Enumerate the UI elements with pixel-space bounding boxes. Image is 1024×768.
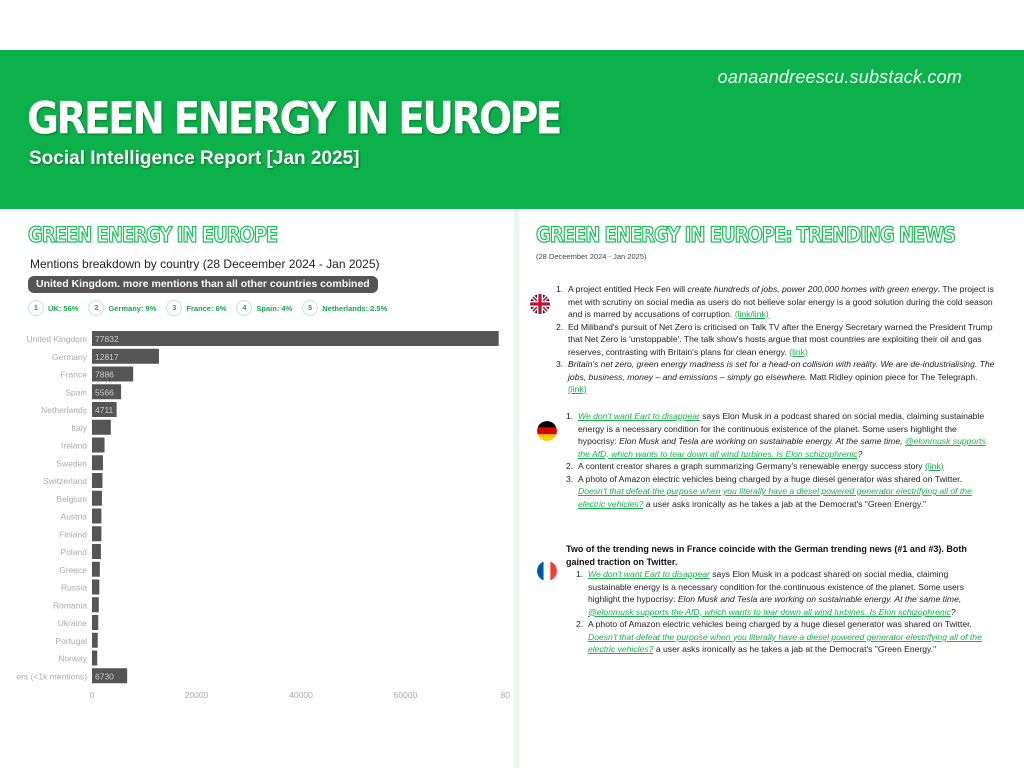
mentions-bar-chart xyxy=(0,328,514,698)
bar xyxy=(92,544,101,559)
bar xyxy=(92,597,99,612)
bar xyxy=(92,491,102,506)
x-tick-label: 20000 xyxy=(184,690,209,698)
category-label: Russia xyxy=(61,582,87,593)
list-item: 2. A content creator shares a graph summarizing Germany's renewable energy success story (link) xyxy=(566,461,944,471)
category-label: Sweden xyxy=(56,458,87,469)
list-item: 1. A project entitled Heck Fen will create hundreds of jobs, power 200,000 homes with green energy. The project is met with scrutiny on social media as users do not believe solar energy is a good solution during the cold season and is marred by accusations of corruption. (link/link) xyxy=(556,284,994,319)
category-label: Greece xyxy=(59,564,87,575)
germany-news-list xyxy=(566,410,991,510)
list-item: 1. We don't want Eart to disappear says Elon Musk in a podcast shared on social media, claiming sustainable energy is a necessary condition for the continuous existence of the planet. Some users highlight the hypocrisy: Elon Musk and Tesla are working on sustainable energy. At the same time, @elonmusk supports the AfD, which wants to tear down all wind turbines. Is Elon schizophrenic? xyxy=(566,411,986,459)
bar-value-label: 7886 xyxy=(95,369,114,380)
bar xyxy=(92,526,101,541)
legend-label: Germany: 9% xyxy=(108,303,157,313)
x-tick-label: 80 xyxy=(500,690,510,698)
news-date-range: (28 Deceember 2024 - Jan 2025) xyxy=(536,252,647,261)
legend-number: 4 xyxy=(236,300,252,316)
bar xyxy=(92,420,111,435)
germany-flag-icon xyxy=(537,421,557,441)
bar xyxy=(92,562,100,577)
category-label: France xyxy=(60,369,87,380)
category-label: Austria xyxy=(60,511,87,522)
report-title: GREEN ENERGY IN EUROPE xyxy=(27,93,560,145)
list-item: 3. A photo of Amazon electric vehicles being charged by a huge diesel generator was shared on Twitter. Doesn't that defeat the purpose when you literally have a diesel powered generator electrifying all of the electric vehicles? a user asks ironically as he takes a jab at the Democrat's "Green Energy." xyxy=(566,473,972,509)
source-link[interactable]: (link) xyxy=(789,346,808,357)
uk-flag-icon xyxy=(530,294,550,314)
category-label: Spain xyxy=(65,387,87,398)
source-link[interactable]: @elonmusk supports the AfD, which wants to tear down all wind turbines. Is Elon schizophrenic xyxy=(588,606,951,617)
category-label: Belgium xyxy=(56,493,87,504)
country-legend xyxy=(28,300,387,316)
bar-value-label: 6730 xyxy=(95,671,114,682)
x-tick-label: 60000 xyxy=(393,690,418,698)
bar xyxy=(92,580,99,595)
category-label: Germany xyxy=(52,351,87,362)
bar-value-label: 12817 xyxy=(95,351,119,362)
source-link[interactable]: Doesn't that defeat the purpose when you literally have a diesel powered generator electrifying all of the electric vehicles? xyxy=(588,631,982,654)
list-item: 3. Britain's net zero, green energy madness is set for a head-on collision with reality. We are de-industrialising. The jobs, business, money – and emissions – simply go elsewhere. Matt Ridley opinion piece for The Telegraph. (link) xyxy=(556,359,995,394)
source-link[interactable]: (link/link) xyxy=(734,309,769,319)
x-tick-label: 40000 xyxy=(289,690,313,698)
category-label: Ireland xyxy=(61,440,87,451)
legend-label: Spain: 4% xyxy=(256,303,293,313)
category-label: Portugal xyxy=(55,635,87,646)
bar xyxy=(92,651,97,666)
bar xyxy=(92,438,105,453)
x-tick-label: 0 xyxy=(89,690,95,698)
source-link[interactable]: Doesn't that defeat the purpose when you literally have a diesel powered generator electrifying all of the electric vehicles? xyxy=(578,486,972,509)
report-subtitle: Social Intelligence Report [Jan 2025] xyxy=(29,148,360,169)
source-link[interactable]: We don't want Eart to disappear xyxy=(588,569,710,579)
category-label: Poland xyxy=(60,547,87,557)
highlight-pill: United Kingdom. more mentions than all other countries combined xyxy=(28,276,378,293)
bar xyxy=(92,509,101,524)
chart-subtitle: Mentions breakdown by country (28 Deceember 2024 - Jan 2025) xyxy=(30,257,380,271)
bar-value-label: 4711 xyxy=(95,405,114,415)
source-link[interactable]: (link) xyxy=(568,384,587,394)
category-label: Finland xyxy=(59,529,87,540)
bar-value-label: 77832 xyxy=(95,334,119,344)
category-label: ers (<1k mentions) xyxy=(16,671,87,682)
source-link[interactable]: (link) xyxy=(924,461,944,471)
legend-item xyxy=(28,300,78,316)
legend-label: Netherlands: 2.5% xyxy=(322,303,388,313)
france-flag-icon xyxy=(537,561,557,581)
bar-value-label: 5566 xyxy=(95,387,114,398)
bar xyxy=(92,633,98,648)
legend-label: UK: 56% xyxy=(48,303,79,313)
bar xyxy=(92,455,103,470)
category-label: United Kingdom xyxy=(26,334,87,344)
source-link[interactable]: We don't want Eart to disappear xyxy=(578,411,700,421)
legend-item xyxy=(166,300,226,316)
category-label: Norway xyxy=(58,653,87,664)
source-link[interactable]: @elonmusk supports the AfD, which wants to tear down all wind turbines. Is Elon schizophrenic xyxy=(578,436,986,459)
france-heading: Two of the trending news in France coincide with the German trending news (#1 and #3). Both gained traction on Twitter. xyxy=(566,544,967,567)
legend-item xyxy=(88,300,156,316)
category-label: Ukraine xyxy=(57,618,87,628)
left-section-title: GREEN ENERGY IN EUROPE xyxy=(28,222,278,248)
bar xyxy=(92,615,98,630)
legend-label: France: 6% xyxy=(186,303,227,313)
site-url[interactable]: oanaandreescu.substack.com xyxy=(717,67,962,87)
legend-item xyxy=(236,300,292,316)
legend-item xyxy=(302,300,387,316)
category-label: Romania xyxy=(52,600,87,611)
france-news-list xyxy=(576,568,986,656)
category-label: Italy xyxy=(71,422,87,433)
column-divider xyxy=(514,209,519,768)
right-section-title: GREEN ENERGY IN EUROPE: TRENDING NEWS xyxy=(536,222,956,248)
legend-number: 5 xyxy=(302,300,318,316)
uk-news-list xyxy=(556,283,996,396)
list-item: 2. A photo of Amazon electric vehicles being charged by a huge diesel generator was shared on Twitter. Doesn't that defeat the purpose when you literally have a diesel powered generator electrifying all of the electric vehicles? a user asks ironically as he takes a jab at the Democrat's "Green Energy." xyxy=(576,619,982,654)
legend-number: 2 xyxy=(88,300,104,316)
category-label: Switzerland xyxy=(43,476,87,486)
legend-number: 3 xyxy=(166,300,182,316)
legend-number: 1 xyxy=(28,300,44,316)
list-item: 1. We don't want Eart to disappear says Elon Musk in a podcast shared on social media, claiming sustainable energy is a necessary condition for the continuous existence of the planet. Some users highlight the hypocrisy: Elon Musk and Tesla are working on sustainable energy. At the same time, @elonmusk supports the AfD, which wants to tear down all wind turbines. Is Elon schizophrenic? xyxy=(576,569,964,617)
bar xyxy=(92,473,102,488)
header-banner xyxy=(0,50,1024,209)
list-item: 2. Ed Miliband's pursuit of Net Zero is criticised on Talk TV after the Energy Secretary warned the President Trump that Net Zero is 'unstoppable'. The talk show's hosts argue that most countries are exploiting their oil and gas reserves, contrasting with Britain's plans for clean energy. (link) xyxy=(556,321,993,357)
category-label: Netherlands xyxy=(41,405,87,415)
bar xyxy=(92,331,499,346)
